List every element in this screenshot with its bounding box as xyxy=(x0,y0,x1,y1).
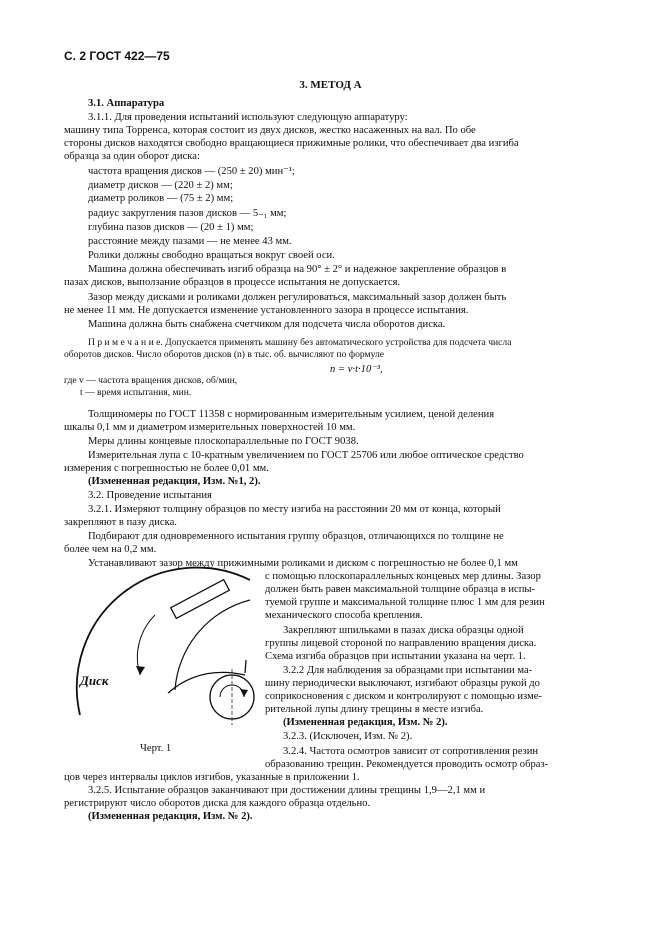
page-header: С. 2 ГОСТ 422—75 xyxy=(64,49,170,63)
text-line: рительной лупы длину трещины в месте изгиба. xyxy=(265,704,484,715)
text-line: Меры длины концевые плоскопараллельные по ГОСТ 9038. xyxy=(88,436,359,447)
text-line: измерения с погрешностью не более 0,01 мм. xyxy=(64,463,269,474)
text-line: механического способа крепления. xyxy=(265,610,423,621)
text-line: (Измененная редакция, Изм. № 2). xyxy=(283,717,448,728)
text-line: туемой группе и максимальной толщине плюс 1 мм для резин xyxy=(265,597,545,608)
rotation-arrowhead xyxy=(136,666,145,675)
text-line: Закрепляют шпильками в пазах диска образцы одной xyxy=(283,625,524,636)
figure-caption: Черт. 1 xyxy=(140,743,172,754)
roller-arrowhead xyxy=(240,689,248,697)
text-line: с помощью плоскопараллельных концевых мер длины. Зазор xyxy=(265,571,541,582)
text-line: 3.2.1. Измеряют толщину образцов по месту изгиба на расстоянии 20 мм от конца, который xyxy=(88,504,501,515)
specimen-bend xyxy=(245,660,246,673)
text-line: соприкосновения с диском и контролируют с помощью изме- xyxy=(265,691,543,702)
text-line: Ролики должны свободно вращаться вокруг своей оси. xyxy=(88,250,335,261)
text-line: Зазор между дисками и роликами должен регулироваться, максимальный зазор должен быть xyxy=(88,292,507,303)
text-line: (Измененная редакция, Изм. №1, 2). xyxy=(88,476,261,487)
text-line: регистрируют число оборотов диска для каждого образца отдельно. xyxy=(64,798,371,809)
text-line: цов через интервалы циклов изгибов, указанные в приложении 1. xyxy=(64,772,360,783)
text-line: глубина пазов дисков — (20 ± 1) мм; xyxy=(88,222,254,233)
text-line: диаметр роликов — (75 ± 2) мм; xyxy=(88,193,234,204)
text-line: закрепляют в пазу диска. xyxy=(64,517,177,528)
text-line: шкалы 0,1 мм и диаметром измерительных поверхностей 10 мм. xyxy=(64,422,356,433)
text-line: образованию трещин. Рекомендуется проводить осмотр образ- xyxy=(265,759,549,770)
text-line: 3.1. Аппаратура xyxy=(88,98,165,109)
text-line: 3.1.1. Для проведения испытаний используют следующую аппаратуру: xyxy=(88,112,408,123)
text-line: пазах дисков, выползание образцов в процессе испытания не допускается. xyxy=(64,277,401,288)
text-line: радиус закругления пазов дисков — 5₋₁ мм; xyxy=(88,208,287,219)
text-line: П р и м е ч а н и е. Допускается применять машину без автоматического устройства для подсчета числа xyxy=(88,337,512,348)
formula: n = v·t·10⁻³, xyxy=(330,364,383,375)
text-line: Подбирают для одновременного испытания группу образцов, отличающихся по толщине не xyxy=(88,531,504,542)
text-line: частота вращения дисков — (250 ± 20) мин⁻¹; xyxy=(88,166,295,177)
text-line: Измерительная лупа с 10-кратным увеличением по ГОСТ 25706 или любое оптическое средство xyxy=(88,450,524,461)
text-line: Устанавливают зазор между прижимными роликами и диском с погрешностью не более 0,1 мм xyxy=(88,558,518,569)
text-line: Машина должна быть снабжена счетчиком для подсчета числа оборотов диска. xyxy=(88,319,446,330)
text-line: (Измененная редакция, Изм. № 2). xyxy=(88,811,253,822)
text-line: шину периодически выключают, изгибают образцы рукой до xyxy=(265,678,540,689)
disk-label: Диск xyxy=(80,673,109,688)
text-line: группы лицевой стороной по направлению вращения диска. xyxy=(265,638,537,649)
text-line: 3.2.5. Испытание образцов заканчивают при достижении длины трещины 1,9—2,1 мм и xyxy=(88,785,486,796)
text-line: образца за один оборот диска: xyxy=(64,151,200,162)
text-line: t — время испытания, мин. xyxy=(80,387,192,398)
text-line: 3.2.3. (Исключен, Изм. № 2). xyxy=(283,731,413,742)
text-line: должен быть равен максимальной толщине образца в испы- xyxy=(265,584,536,595)
text-line: более чем на 0,2 мм. xyxy=(64,544,157,555)
section-title: 3. МЕТОД А xyxy=(299,79,362,91)
text-line: где v — частота вращения дисков, об/мин, xyxy=(64,375,238,386)
text-line: 3.2. Проведение испытания xyxy=(88,490,212,501)
text-line: 3.2.2 Для наблюдения за образцами при испытании ма- xyxy=(283,665,533,676)
figure-1-diagram xyxy=(60,565,285,735)
text-line: не менее 11 мм. Не допускается изменение установленного зазора в процессе испытания. xyxy=(64,305,469,316)
text-line: стороны дисков находятся свободно вращающиеся прижимные ролики, что обеспечивает два изгиба xyxy=(64,138,519,149)
text-line: оборотов дисков. Число оборотов дисков (n) в тыс. об. вычисляют по формуле xyxy=(64,349,385,360)
text-line: диаметр дисков — (220 ± 2) мм; xyxy=(88,180,233,191)
text-line: Толщиномеры по ГОСТ 11358 с нормированным измерительным усилием, ценой деления xyxy=(88,409,495,420)
rotation-arrow xyxy=(137,615,155,675)
text-line: Схема изгиба образцов при испытании указана на черт. 1. xyxy=(265,651,526,662)
text-line: машину типа Торренса, которая состоит из двух дисков, жестко насаженных на вал. По обе xyxy=(64,125,476,136)
text-line: расстояние между пазами — не менее 43 мм. xyxy=(88,236,292,247)
text-line: 3.2.4. Частота осмотров зависит от сопротивления резин xyxy=(283,746,539,757)
text-line: Машина должна обеспечивать изгиб образца на 90° ± 2° и надежное закрепление образцов в xyxy=(88,264,507,275)
